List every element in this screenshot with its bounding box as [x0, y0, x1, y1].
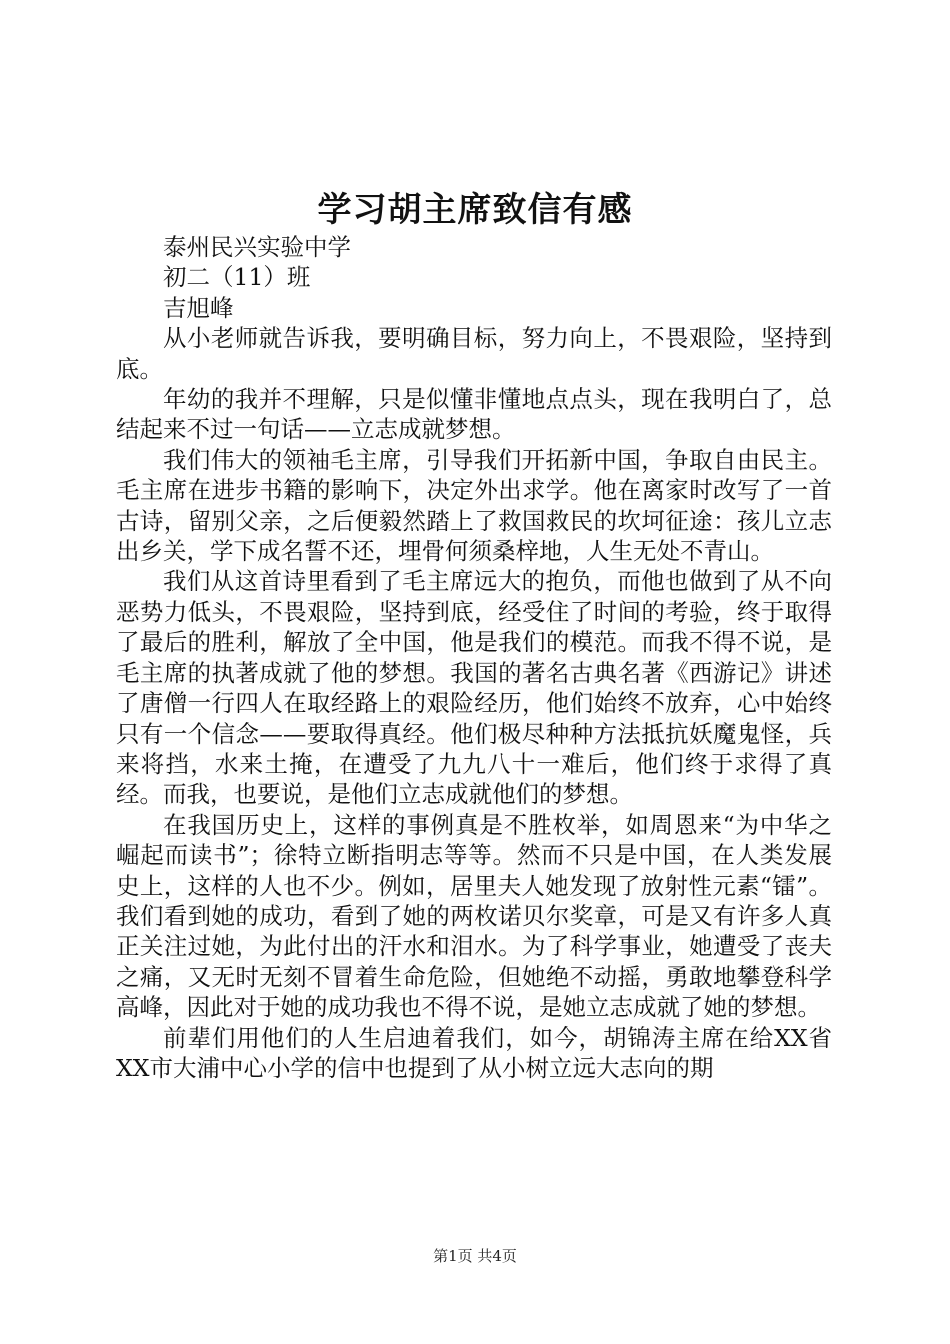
- paragraph: 前辈们用他们的人生启迪着我们，如今，胡锦涛主席在给XX省XX市大浦中心小学的信中也提到了从小树立远大志向的期: [116, 1023, 832, 1082]
- paragraph: 从小老师就告诉我，要明确目标，努力向上，不畏艰险，坚持到底。: [116, 324, 832, 383]
- class-name: 初二（11）班: [163, 263, 311, 292]
- paragraph: 我们从这首诗里看到了毛主席远大的抱负，而他也做到了从不向恶势力低头，不畏艰险，坚持到底，经受住了时间的考验，终于取得了最后的胜利，解放了全中国，他是我们的模范。而我不得不说，是毛主席的执著成就了他的梦想。我国的著名古典名著《西游记》讲述了唐僧一行四人在取经路上的艰险经历，他们始终不放弃，心中始终只有一个信念——要取得真经。他们极尽种种方法抵抗妖魔鬼怪，兵来将挡，水来土掩，在遭受了九九八十一难后，他们终于求得了真经。而我，也要说，是他们立志成就他们的梦想。: [116, 567, 832, 809]
- page-number: 第1页 共4页: [433, 1247, 517, 1265]
- author-name: 吉旭峰: [163, 293, 234, 322]
- school-name: 泰州民兴实验中学: [163, 233, 351, 261]
- paragraph: 年幼的我并不理解，只是似懂非懂地点点头，现在我明白了，总结起来不过一句话——立志成就梦想。: [116, 385, 832, 444]
- title-spacer: [116, 208, 832, 232]
- paragraph: 在我国历史上，这样的事例真是不胜枚举，如周恩来“为中华之崛起而读书”；徐特立断指明志等等。然而不只是中国，在人类发展史上，这样的人也不少。例如，居里夫人她发现了放射性元素“镭”。我们看到她的成功，看到了她的两枚诺贝尔奖章，可是又有许多人真正关注过她，为此付出的汗水和泪水。为了科学事业，她遭受了丧夫之痛，又无时无刻不冒着生命危险，但她绝不动摇，勇敢地攀登科学高峰，因此对于她的成功我也不得不说，是她立志成就了她的梦想。: [116, 810, 832, 1022]
- document-body: [116, 208, 832, 1083]
- paragraph: 我们伟大的领袖毛主席，引导我们开拓新中国，争取自由民主。毛主席在进步书籍的影响下，决定外出求学。他在离家时改写了一首古诗，留别父亲，之后便毅然踏上了救国救民的坎坷征途：孩儿立志出乡关，学下成名誓不还，埋骨何须桑梓地，人生无处不青山。: [116, 445, 832, 566]
- document-title: 学习胡主席致信有感: [317, 190, 633, 230]
